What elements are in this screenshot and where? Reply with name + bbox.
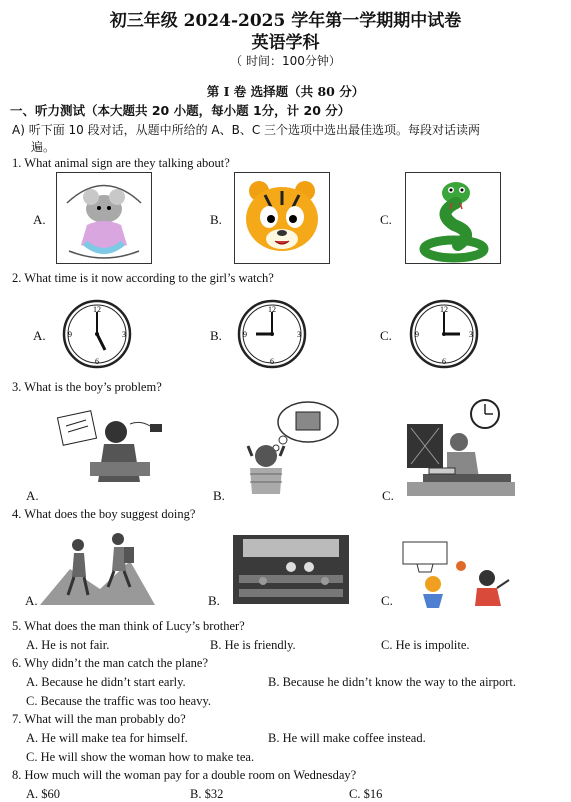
basketball-picture xyxy=(397,538,515,613)
q1-option-a: A. xyxy=(33,212,46,227)
instruction-line1: A) 听下面 10 段对话，从题中所给的 A、B、C 三个选项中选出最佳选项。每段对话读两 xyxy=(12,123,481,137)
section-title: 一、听力测试（本大题共 20 小题，每小题 1分，计 20 分） xyxy=(10,103,351,118)
q6-option-c: C. Because the traffic was too heavy. xyxy=(26,694,212,708)
clock-c-12: 12 xyxy=(440,305,448,314)
question-2: 2. What time is it now according to the girl’s watch? xyxy=(12,271,274,285)
q6-option-b: B. Because he didn’t know the way to the airport. xyxy=(268,675,516,689)
question-3: 3. What is the boy’s problem? xyxy=(12,380,162,394)
q5-option-c: C. He is impolite. xyxy=(381,638,470,652)
q2-option-a: A. xyxy=(33,328,46,343)
late-homework-picture xyxy=(403,398,515,503)
clock-c-6: 6 xyxy=(442,357,446,366)
q3-option-c: C. xyxy=(382,488,394,503)
clock-a-3: 3 xyxy=(122,330,126,339)
q7-option-a: A. He will make tea for himself. xyxy=(26,731,188,745)
q7-option-b: B. He will make coffee instead. xyxy=(268,731,426,745)
clock-a-9: 9 xyxy=(68,330,72,339)
q4-option-c: C. xyxy=(381,593,393,608)
subject-title: 英语学科 xyxy=(251,33,320,53)
q5-option-b: B. He is friendly. xyxy=(210,638,296,652)
clock-b-9: 9 xyxy=(243,330,247,339)
q5-option-a: A. He is not fair. xyxy=(26,638,110,652)
clock-a-icon xyxy=(61,298,133,375)
exam-time: （ 时间：100分钟） xyxy=(230,54,341,68)
tiger-picture xyxy=(234,172,330,264)
q7-option-c: C. He will show the woman how to make tea. xyxy=(26,750,255,764)
question-1: 1. What animal sign are they talking about? xyxy=(12,156,230,170)
q4-option-b: B. xyxy=(208,593,220,608)
snake-picture xyxy=(405,172,501,264)
question-8: 8. How much will the woman pay for a double room on Wednesday? xyxy=(12,768,357,782)
q3-option-a: A. xyxy=(26,488,39,503)
q2-option-b: B. xyxy=(210,328,222,343)
instruction-line2: 遍。 xyxy=(31,140,56,154)
part-title: 第 I 卷 选择题（共 80 分） xyxy=(206,84,365,99)
question-4: 4. What does the boy suggest doing? xyxy=(12,507,196,521)
question-5: 5. What does the man think of Lucy’s brother? xyxy=(12,619,245,633)
clock-c-icon xyxy=(408,298,480,375)
clock-b-12: 12 xyxy=(268,305,276,314)
q4-option-a: A. xyxy=(25,593,38,608)
q6-option-a: A. Because he didn’t start early. xyxy=(26,675,186,689)
clock-a-6: 6 xyxy=(95,357,99,366)
exam-title: 初三年级 2024-2025 学年第一学期期中试卷 xyxy=(109,11,462,31)
clock-c-9: 9 xyxy=(415,330,419,339)
clock-c-3: 3 xyxy=(469,330,473,339)
clock-b-icon xyxy=(236,298,308,375)
q8-option-b: B. $32 xyxy=(190,787,224,801)
question-6: 6. Why didn’t the man catch the plane? xyxy=(12,656,209,670)
mouse-picture xyxy=(56,172,152,264)
question-7: 7. What will the man probably do? xyxy=(12,712,186,726)
bad-grade-picture xyxy=(50,402,165,499)
hiking-picture xyxy=(40,525,155,610)
q2-option-c: C. xyxy=(380,328,392,343)
q8-option-c: C. $16 xyxy=(349,787,383,801)
q1-option-c: C. xyxy=(380,212,392,227)
clock-b-3: 3 xyxy=(297,330,301,339)
headache-picture xyxy=(238,398,350,499)
clock-b-6: 6 xyxy=(270,357,274,366)
clock-a-12: 12 xyxy=(93,305,101,314)
q1-option-b: B. xyxy=(210,212,222,227)
q8-option-a: A. $60 xyxy=(26,787,61,801)
cinema-picture xyxy=(233,535,349,604)
q3-option-b: B. xyxy=(213,488,225,503)
